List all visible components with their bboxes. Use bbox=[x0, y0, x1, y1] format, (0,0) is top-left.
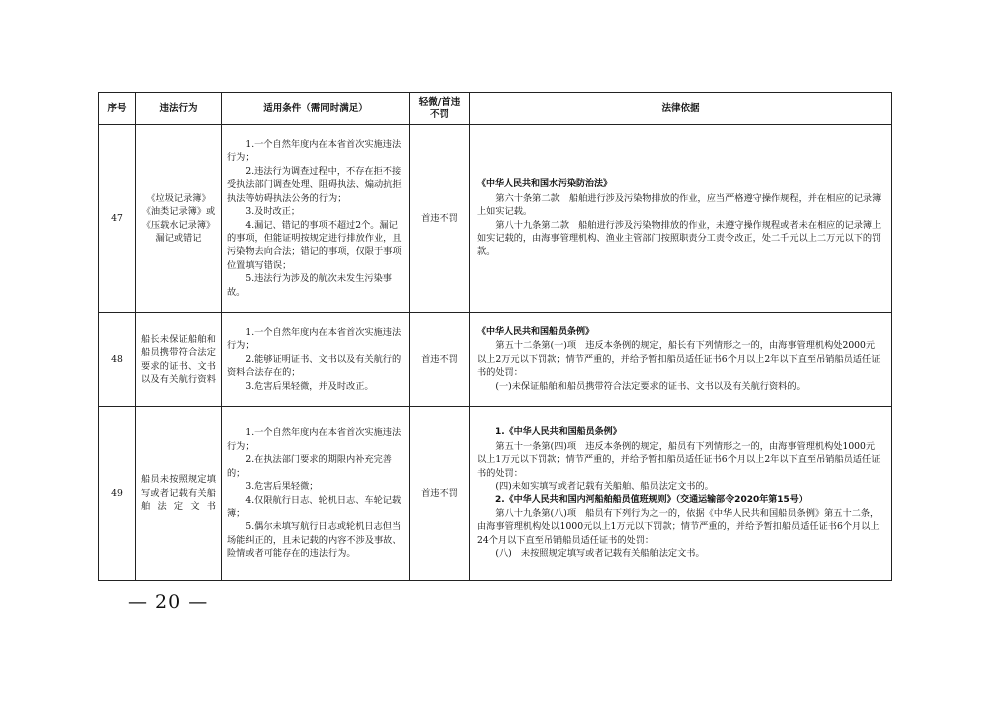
row-number: 49 bbox=[99, 407, 136, 581]
law-paragraph: 第五十二条第(一)项 违反本条例的规定，船长有下列情形之一的，由海事管理机构处2000元以上2万元以下罚款；情节严重的，并给予暂扣船员适任证书6个月以上2年以下直至吊销船员适任证书的处罚： bbox=[477, 340, 881, 379]
conditions-cell bbox=[222, 313, 410, 407]
table-row bbox=[99, 407, 892, 581]
law-paragraph: (一)未保证船舶和船员携带符合法定要求的证书、文书以及有关航行资料的。 bbox=[495, 380, 806, 392]
table-row bbox=[99, 313, 892, 407]
header-law: 法律依据 bbox=[470, 93, 892, 125]
violation-cell: 《垃圾记录簿》《油类记录簿》或《压载水记录簿》漏记或错记 bbox=[136, 125, 222, 313]
header-no: 序号 bbox=[99, 93, 136, 125]
condition-item: 3.危害后果轻微； bbox=[245, 481, 319, 493]
law-paragraph: 第六十条第二款 船舶进行涉及污染物排放的作业，应当严格遵守操作规程，并在相应的记录簿上如实记载。 bbox=[477, 192, 882, 218]
condition-item: 2.能够证明证书、文书以及有关航行的资料合法存在的； bbox=[227, 353, 402, 379]
header-light bbox=[410, 93, 470, 125]
condition-item: 1.一个自然年度内在本省首次实施违法行为； bbox=[227, 139, 402, 164]
legal-basis-cell bbox=[470, 407, 892, 581]
condition-item: 3.危害后果轻微，并及时改正。 bbox=[245, 380, 374, 392]
page-number: — 20 — bbox=[128, 591, 209, 613]
condition-item: 3.及时改正； bbox=[245, 206, 301, 218]
condition-item: 5.偶尔未填写航行日志或轮机日志但当场能纠正的，且未记载的内容不涉及事故、险情或者可能存在的违法行为。 bbox=[227, 521, 402, 560]
row-number: 47 bbox=[99, 125, 136, 313]
condition-item: 2.在执法部门要求的期限内补充完善的； bbox=[227, 454, 392, 479]
law-paragraph: 第五十一条第(四)项 违反本条例的规定，船员有下列情形之一的，由海事管理机构处1000元以上1万元以下罚款；情节严重的，并给予暂扣船员适任证书6个月以上2年以下直至吊销船员适任证书的处罚： bbox=[477, 440, 881, 479]
law-paragraph: 第八十九条第(八)项 船员有下列行为之一的，依据《中华人民共和国船员条例》第五十二条，由海事管理机构处以1000元以上1万元以下罚款；情节严重的，并给予暂扣船员适任证书6个月以上24个月以下直至吊销船员适任证书的处罚： bbox=[477, 507, 880, 546]
law-title: 《中华人民共和国船员条例》 bbox=[477, 326, 595, 337]
violation-cell: 船长未保证船舶和船员携带符合法定要求的证书、文书以及有关航行资料 bbox=[136, 313, 222, 407]
legal-basis-cell bbox=[470, 313, 892, 407]
table-header-row bbox=[99, 93, 892, 125]
penalty-table bbox=[98, 92, 892, 581]
condition-item: 5.违法行为涉及的航次未发生污染事故。 bbox=[227, 273, 392, 298]
table-row bbox=[99, 125, 892, 313]
condition-item: 2.违法行为调查过程中，不存在拒不接受执法部门调查处理、阻碍执法、煽动抗拒执法等妨碍执法公务的行为； bbox=[227, 165, 402, 204]
header-act: 违法行为 bbox=[136, 93, 222, 125]
law-title: 《中华人民共和国水污染防治法》 bbox=[477, 179, 613, 190]
legal-basis-cell bbox=[470, 125, 892, 313]
law-title: 1.《中华人民共和国船员条例》 bbox=[495, 427, 622, 438]
condition-item: 1.一个自然年度内在本省首次实施违法行为； bbox=[227, 427, 402, 452]
condition-item: 4.漏记、错记的事项不超过2个。漏记的事项，但能证明按规定进行排放作业，且污染物去向合法；错记的事项，仅限于事项位置填写错误； bbox=[227, 219, 402, 271]
conditions-cell bbox=[222, 125, 410, 313]
violation-cell: 船员未按照规定填写或者记载有关船舶法定文书 bbox=[136, 407, 222, 581]
header-cond: 适用条件（需同时满足） bbox=[222, 93, 410, 125]
header-light-text: 轻微/首违不罚 bbox=[418, 96, 461, 120]
law-paragraph: (四)未如实填写或者记载有关船舶、船员法定文书的。 bbox=[495, 481, 714, 493]
law-paragraph: 第八十九条第二款 船舶进行涉及污染物排放的作业，未遵守操作规程或者未在相应的记录簿上如实记载的，由海事管理机构、渔业主管部门按照职责分工责令改正，处二千元以上二万元以下的罚款。 bbox=[477, 219, 882, 258]
condition-item: 1.一个自然年度内在本省首次实施违法行为； bbox=[227, 326, 402, 352]
first-violation-cell: 首违不罚 bbox=[410, 407, 470, 581]
first-violation-cell: 首违不罚 bbox=[410, 125, 470, 313]
first-violation-cell: 首违不罚 bbox=[410, 313, 470, 407]
law-title: 2.《中华人民共和国内河船舶船员值班规则》（交通运输部令2020年第15号） bbox=[495, 494, 808, 505]
conditions-cell bbox=[222, 407, 410, 581]
condition-item: 4.仅限航行日志、轮机日志、车轮记载簿； bbox=[227, 494, 402, 519]
law-paragraph: (八) 未按照规定填写或者记载有关船舶法定文书。 bbox=[495, 548, 705, 560]
row-number: 48 bbox=[99, 313, 136, 407]
